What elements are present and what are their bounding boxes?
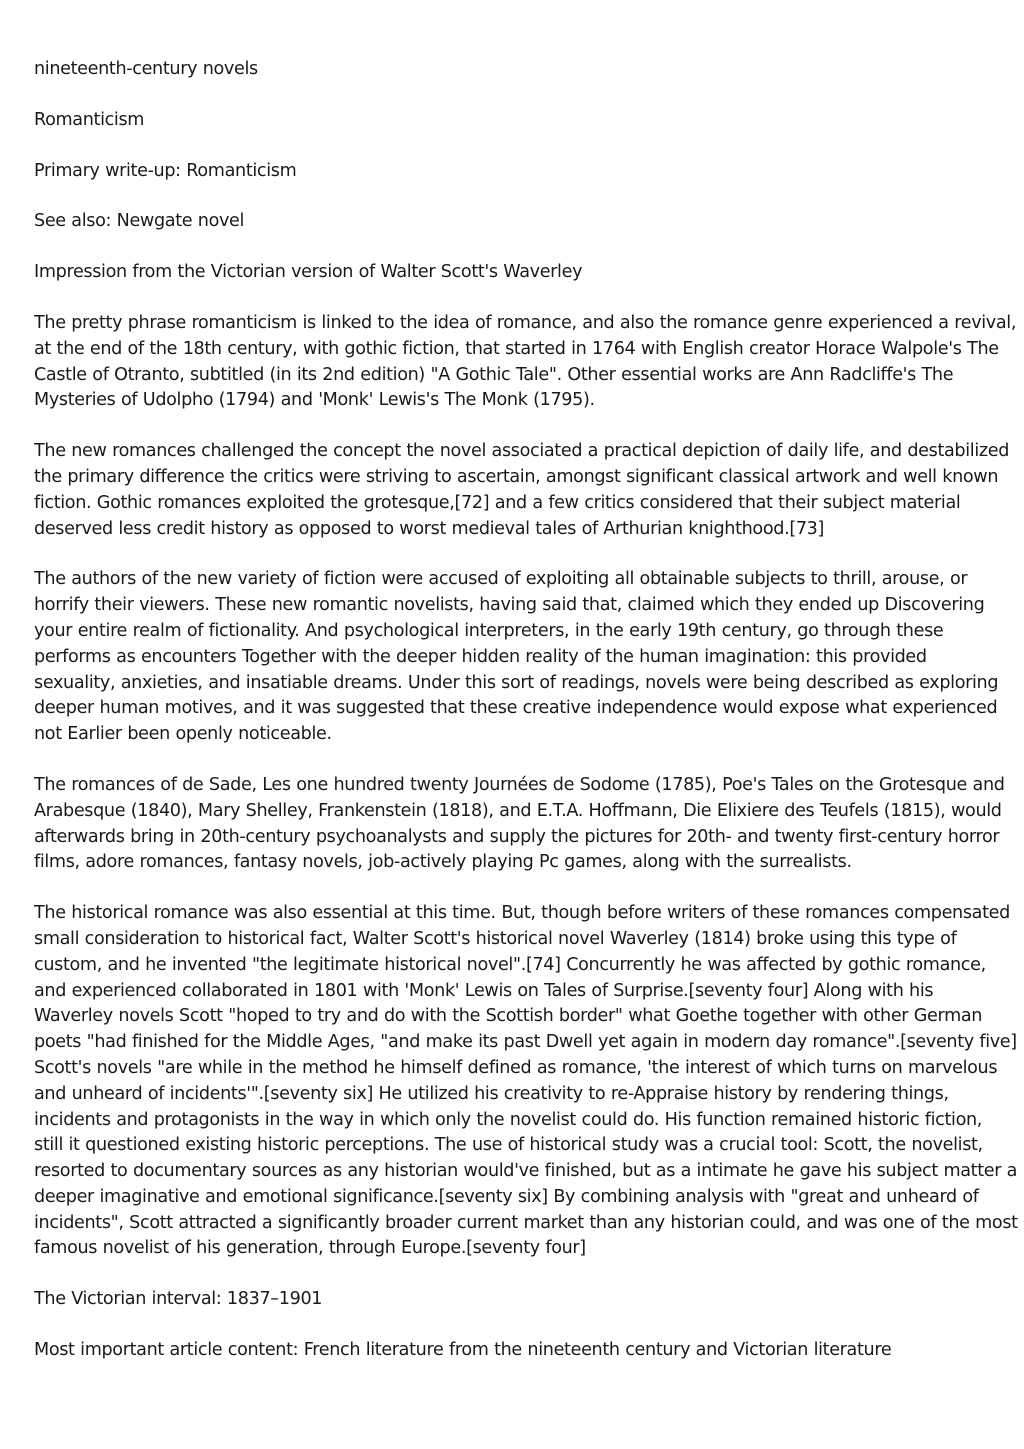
text-line: resorted to documentary sources as any historian would've finished, but as a intimate he gave his subject matter a xyxy=(34,1161,1018,1182)
see-also-note xyxy=(34,209,990,235)
text-line: deeper imaginative and emotional significance.[seventy six] By combining analysis with "great and unheard of xyxy=(34,1186,979,1207)
text-line: deeper human motives, and it was suggested that these creative independence would expose what experienced xyxy=(34,698,998,719)
text-line: the primary difference the critics were striving to ascertain, amongst significant classical artwork and well known xyxy=(34,466,999,487)
primary-article-note xyxy=(34,159,990,185)
paragraph-historical-romance xyxy=(34,901,1018,1262)
text-line: films, adore romances, fantasy novels, job-actively playing Pc games, along with the surrealists. xyxy=(34,852,852,873)
text-line: Scott's novels "are while in the method he himself defined as romance, 'the interest of which turns on marvelous xyxy=(34,1057,998,1078)
text-line: Impression from the Victorian version of Walter Scott's Waverley xyxy=(34,262,583,283)
text-line: performs as encounters Together with the deeper hidden reality of the human imagination: this provided xyxy=(34,646,927,667)
paragraph-romances-of-de-sade xyxy=(34,773,1005,876)
text-line: and unheard of incidents'".[seventy six] He utilized his creativity to re-Appraise history by rendering things, xyxy=(34,1083,949,1104)
image-caption xyxy=(34,260,990,286)
heading-romanticism xyxy=(34,108,990,134)
text-line: nineteenth-century novels xyxy=(34,59,258,79)
text-line: and experienced collaborated in 1801 with 'Monk' Lewis on Tales of Surprise.[seventy four] Along with his xyxy=(34,980,934,1001)
text-line: small consideration to historical fact, Walter Scott's historical novel Waverley (1814) broke using this type of xyxy=(34,928,957,949)
paragraph-romanticism-intro xyxy=(34,311,1017,414)
text-line: The pretty phrase romanticism is linked to the idea of romance, and also the romance genre experienced a revival, xyxy=(34,312,1017,333)
text-line: Romanticism xyxy=(34,109,145,130)
text-line: fiction. Gothic romances exploited the grotesque,[72] and a few critics considered that their subject material xyxy=(34,492,961,513)
text-line: incidents and protagonists in the way in which only the novelist could do. His function remained historic fiction, xyxy=(34,1109,983,1130)
heading-victorian-period xyxy=(34,1287,990,1313)
text-line: afterwards bring in 20th-century psychoanalysts and supply the pictures for 20th- and twenty first-century horror xyxy=(34,826,1000,847)
text-line: Castle of Otranto, subtitled (in its 2nd edition) "A Gothic Tale". Other essential works are Ann Radcliffe's The xyxy=(34,364,954,385)
text-line: Mysteries of Udolpho (1794) and 'Monk' Lewis's The Monk (1795). xyxy=(34,390,595,411)
text-line: The new romances challenged the concept the novel associated a practical depiction of daily life, and destabilized xyxy=(34,441,1010,462)
text-line: See also: Newgate novel xyxy=(34,211,245,232)
text-line: still it questioned existing historic perceptions. The use of historical study was a crucial tool: Scott, the novelist, xyxy=(34,1135,983,1156)
text-line: poets "had finished for the Middle Ages, "and make its past Dwell yet again in modern day romance".[seventy five] xyxy=(34,1032,1017,1053)
text-line: custom, and he invented "the legitimate historical novel".[74] Concurrently he was affected by gothic romance, xyxy=(34,954,986,975)
text-line: The Victorian interval: 1837–1901 xyxy=(34,1289,323,1310)
text-line: The romances of de Sade, Les one hundred twenty Journées de Sodome (1785), Poe's Tales on the Grotesque and xyxy=(34,774,1005,795)
text-line: Waverley novels Scott "hoped to try and do with the Scottish border" what Goethe together with other German xyxy=(34,1006,983,1027)
text-line: your entire realm of fictionality. And psychological interpreters, in the early 19th century, go through these xyxy=(34,620,944,641)
text-line: Primary write-up: Romanticism xyxy=(34,160,297,181)
paragraph-authors-of-fiction xyxy=(34,567,999,748)
text-line: horrify their viewers. These new romantic novelists, having said that, claimed which they ended up Discovering xyxy=(34,595,985,616)
text-line: famous novelist of his generation, through Europe.[seventy four] xyxy=(34,1238,586,1259)
paragraph-new-romances xyxy=(34,439,1010,542)
text-line: at the end of the 18th century, with gothic fiction, that started in 1764 with English creator Horace Walpole's The xyxy=(34,338,999,359)
text-line: not Earlier been openly noticeable. xyxy=(34,724,332,745)
text-line: Arabesque (1840), Mary Shelley, Frankenstein (1818), and E.T.A. Hoffmann, Die Elixiere des Teufels (1815), would xyxy=(34,800,1002,821)
text-line: The authors of the new variety of fiction were accused of exploiting all obtainable subjects to thrill, arouse, or xyxy=(34,569,968,590)
heading-nineteenth-century-novels xyxy=(34,57,990,83)
text-line: The historical romance was also essential at this time. But, though before writers of these romances compensated xyxy=(34,903,1010,924)
main-article-note xyxy=(34,1338,990,1364)
text-line: incidents", Scott attracted a significantly broader current market than any historian could, and was one of the most xyxy=(34,1212,1018,1233)
text-line: deserved less credit history as opposed to worst medieval tales of Arthurian knighthood.[73] xyxy=(34,518,825,539)
text-line: Most important article content: French literature from the nineteenth century and Victorian literature xyxy=(34,1340,892,1361)
text-line: sexuality, anxieties, and insatiable dreams. Under this sort of readings, novels were being described as exploring xyxy=(34,672,999,693)
